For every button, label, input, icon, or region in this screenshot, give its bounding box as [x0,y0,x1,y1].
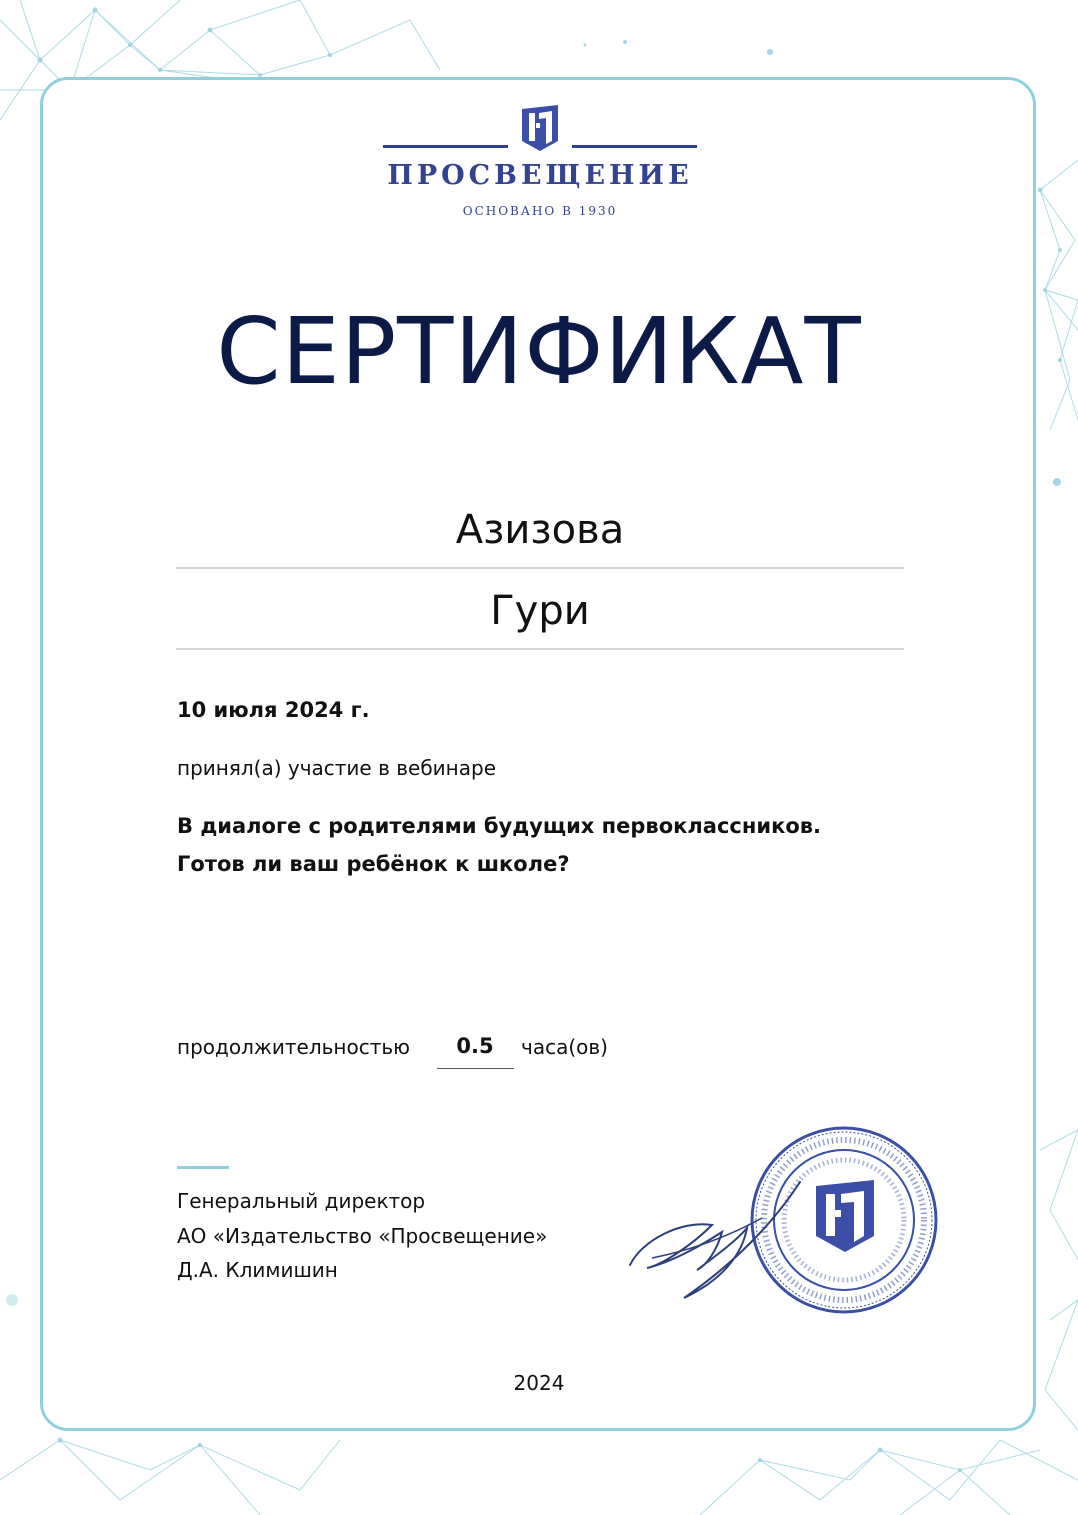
webinar-title [177,807,821,883]
iP-logo-icon [520,103,560,153]
logo-rule-left [383,145,508,148]
certificate-year: 2024 [513,1371,565,1395]
logo-rule-right [572,145,697,148]
duration-rule [437,1068,514,1069]
surname-rule [176,567,904,569]
duration-label: продолжительностью [177,1035,410,1059]
signatory-organization: АО «Издательство «Просвещение» [177,1224,548,1248]
duration-value: 0.5 [456,1034,494,1058]
duration-unit: часа(ов) [521,1035,608,1059]
signatory-position: Генеральный директор [177,1189,426,1213]
signatory-name: Д.А. Климишин [177,1258,338,1282]
recipient-first-name: Гури [490,588,590,634]
recipient-surname: Азизова [455,507,625,553]
brand-name: ПРОСВЕЩЕНИЕ [387,160,693,191]
certificate-title: СЕРТИФИКАТ [216,298,862,405]
founded-year: ОСНОВАНО В 1930 [462,204,618,218]
certificate-date: 10 июля 2024 г. [177,698,370,722]
participation-text: принял(а) участие в вебинаре [177,756,496,780]
first-name-rule [176,648,904,650]
signature-icon [622,1170,822,1305]
webinar-title-line1: В диалоге с родителями будущих первоклассников. [177,814,822,838]
signatory-accent-rule [177,1166,229,1169]
webinar-title-line2: Готов ли ваш ребёнок к школе? [177,852,570,876]
